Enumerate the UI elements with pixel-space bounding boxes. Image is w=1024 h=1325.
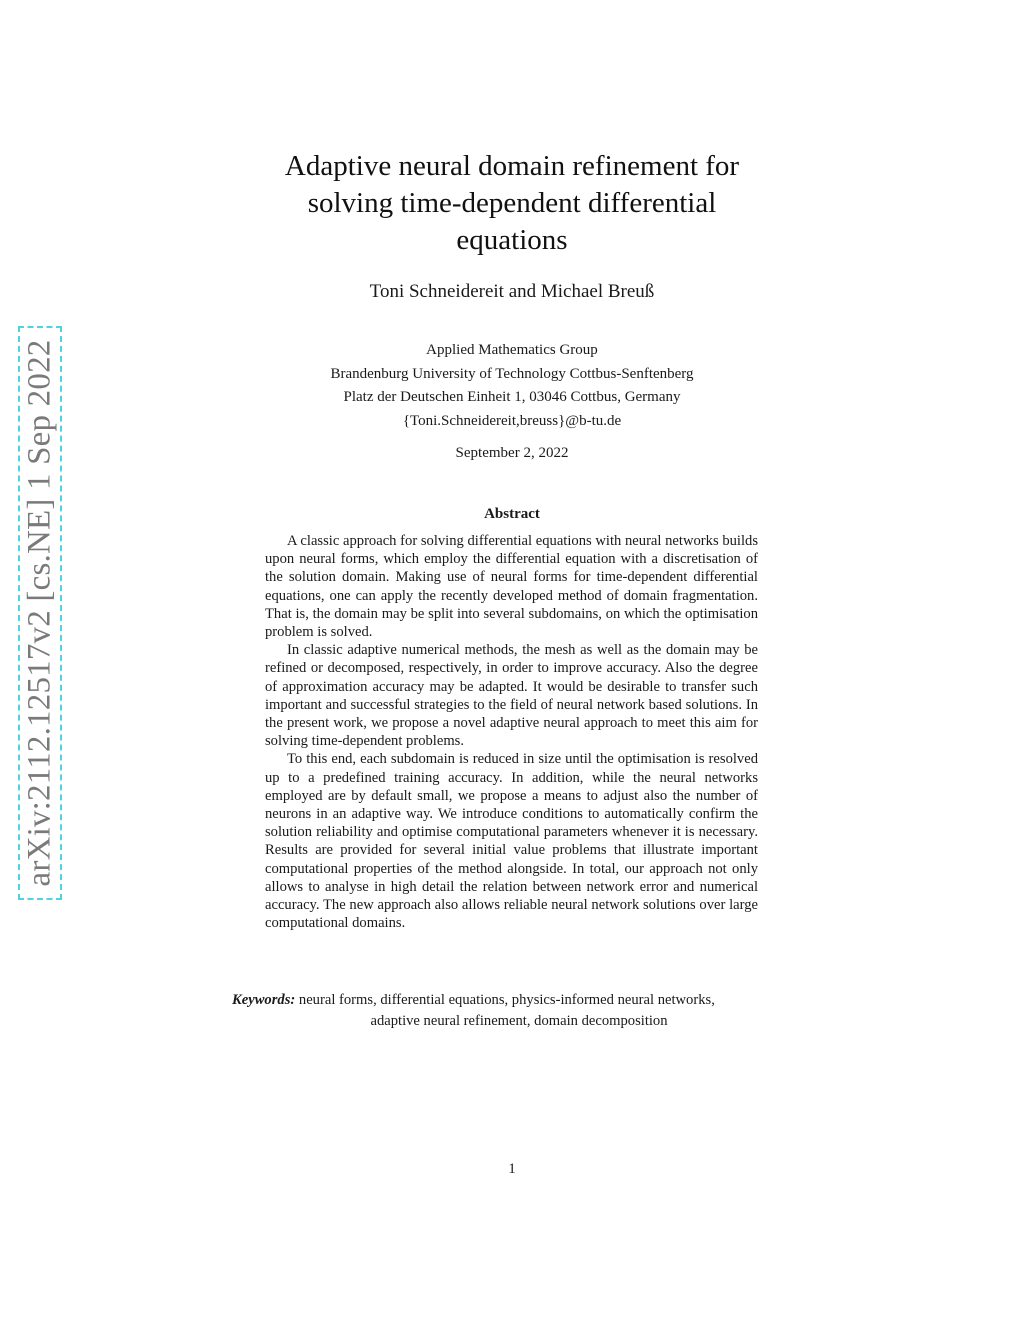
page-number: 1 bbox=[508, 1161, 516, 1177]
title-line-2: solving time-dependent differential bbox=[307, 187, 717, 219]
keywords-line-1: neural forms, differential equations, physics-informed neural networks, bbox=[298, 992, 715, 1008]
affiliation-group: Applied Mathematics Group bbox=[426, 342, 598, 358]
arxiv-stamp-text: arXiv:2112.12517v2 [cs.NE] 1 Sep 2022 bbox=[21, 339, 58, 887]
affiliation-university: Brandenburg University of Technology Cottbus-Senftenberg bbox=[330, 365, 694, 382]
abstract bbox=[265, 532, 758, 932]
keywords-line-2: adaptive neural refinement, domain decomposition bbox=[370, 1012, 668, 1029]
authors: Toni Schneidereit and Michael Breuß bbox=[369, 281, 655, 302]
affiliation-email: {Toni.Schneidereit,breuss}@b-tu.de bbox=[402, 412, 622, 429]
title-line-1: Adaptive neural domain refinement for bbox=[284, 150, 740, 182]
abstract-heading: Abstract bbox=[484, 506, 540, 522]
affiliation bbox=[200, 339, 824, 433]
title-line-3: equations bbox=[456, 224, 568, 256]
paper-title bbox=[200, 148, 824, 259]
keywords bbox=[232, 990, 792, 1031]
affiliation-address: Platz der Deutschen Einheit 1, 03046 Cottbus, Germany bbox=[343, 389, 681, 405]
abstract-paragraph-2: In classic adaptive numerical methods, the mesh as well as the domain may be refined or decomposed, respectively, in order to improve accuracy. Also the degree of approximation accuracy may be adapted. It would be desirable to transfer such important and successful strategies to the field of neural network based solutions. In the present work, we propose a novel adaptive neural approach to meet this aim for solving time-dependent problems. bbox=[265, 642, 758, 750]
abstract-paragraph-1: A classic approach for solving differential equations with neural networks builds upon neural forms, which employ the differential equation with a discretisation of the solution domain. Making use of neural forms for time-dependent differential equations, one can apply the recently developed method of domain fragmentation. That is, the domain may be split into several subdomains, on which the optimisation problem is solved. bbox=[265, 533, 758, 641]
paper-date: September 2, 2022 bbox=[455, 445, 569, 461]
abstract-paragraph-3: To this end, each subdomain is reduced in size until the optimisation is resolved up to a predefined training accuracy. In addition, while the neural networks employed are by default small, we propose a means to adjust also the number of neurons in an adaptive way. We introduce conditions to automatically confirm the solution reliability and optimise computational parameters whenever it is necessary. Results are provided for several initial value problems that illustrate important computational properties of the method alongside. In total, our approach not only allows to analyse in high detail the relation between network error and numerical accuracy. The new approach also allows reliable neural network solutions over large computational domains. bbox=[265, 751, 758, 932]
keywords-label: Keywords: bbox=[232, 992, 296, 1008]
arxiv-stamp bbox=[18, 326, 62, 900]
